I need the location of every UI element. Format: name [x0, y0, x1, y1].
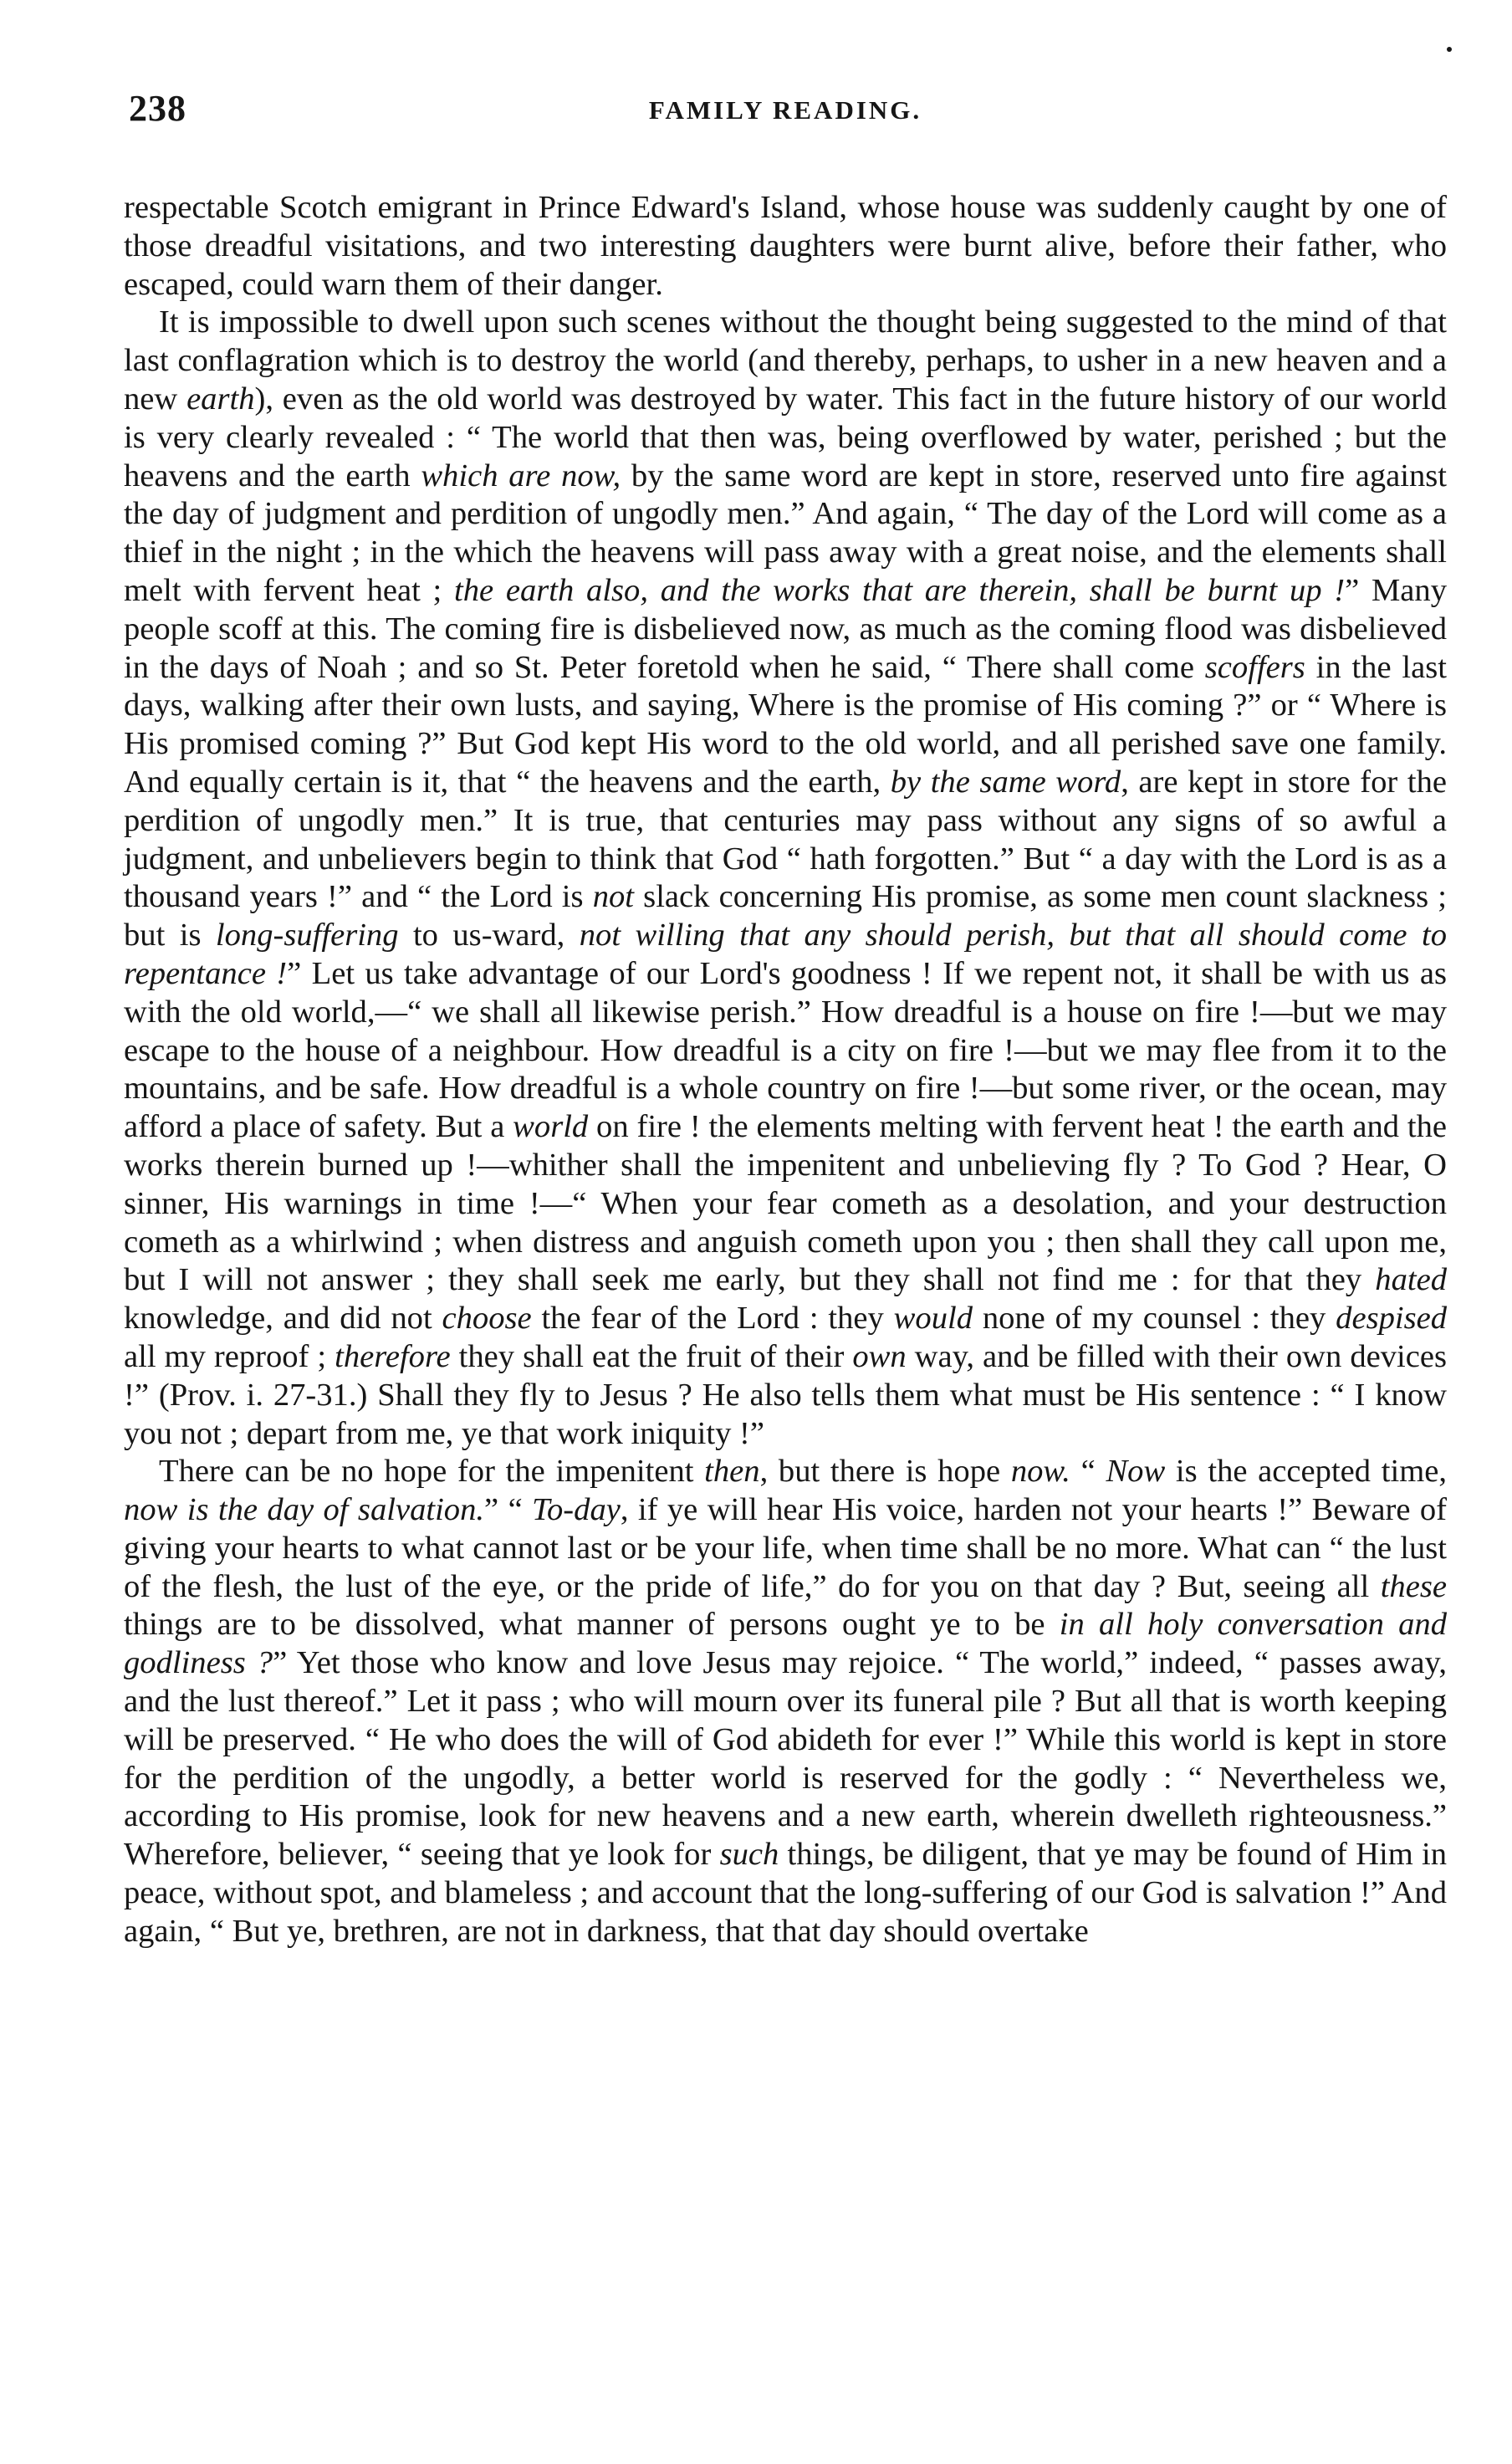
paragraph [124, 304, 1447, 1453]
text-run: knowledge, and did not [124, 1301, 442, 1337]
body-text [124, 189, 1447, 1951]
text-run: It is impossible to dwell upon such scenes without the thought being suggested to the mind of that last conflagration which is to destroy the world (and thereby, perhaps, to usher in a new heaven and a new [124, 304, 1447, 417]
text-run: , if ye will hear His voice, harden not your hearts !” Beware of giving your hearts to what cannot last or be your life, when time shall be no more. What can “ the lust of the flesh, the lust of the eye, or the pride of life,” do for you on that day ? But, seeing all [124, 1492, 1447, 1604]
italic-text-run: such [719, 1837, 779, 1873]
italic-text-run: despised [1336, 1301, 1448, 1337]
italic-text-run: scoffers [1204, 649, 1305, 685]
text-run: , are kept in store for the perdition of ungodly men.” It is true, that centuries may pass without any signs of so awful a judgment, and unbelievers begin to think that God “ hath forgotten.” But “ a day with the Lord is as a thousand years !” and “ the Lord is [124, 764, 1447, 915]
italic-text-run: not willing that any should perish, but that all should come to repentance ! [124, 918, 1447, 991]
italic-text-run: Now [1106, 1454, 1166, 1490]
text-run: by the same word are kept in store, reserved unto fire against the day of judgment and perdition of ungodly men.” And again, “ The day of the Lord will come as a thief in the night ; in the which the heavens will pass away with a great noise, and the elements shall melt with fervent heat ; [124, 458, 1448, 608]
italic-text-run: which are now, [421, 458, 621, 493]
text-run: way, and be filled with their own devices !” (Prov. i. 27-31.) Shall they fly to Jesus ? He also tells them what must be His sentence : “ I know you not ; depart from me, ye that work iniquity !” [124, 1338, 1447, 1451]
italic-text-run: now is the day of salvation. [124, 1492, 485, 1528]
italic-text-run: hated [1375, 1262, 1447, 1298]
italic-text-run: these [1380, 1568, 1447, 1604]
text-run: respectable Scotch emigrant in Prince Edward's Island, whose house was suddenly caught by one of those dreadful visitations, and two interesting daughters were burnt alive, before their father, who escaped, could warn them of their danger. [124, 190, 1447, 302]
text-run: things are to be dissolved, what manner of persons ought ye to be [124, 1607, 1060, 1643]
italic-text-run: own [852, 1338, 907, 1374]
text-run: none of my counsel : they [973, 1301, 1336, 1337]
paragraph [124, 1453, 1447, 1950]
italic-text-run: earth [186, 381, 255, 417]
text-run: slack concerning His promise, as some men count slackness ; but is [124, 879, 1448, 953]
italic-text-run: choose [442, 1301, 532, 1337]
italic-text-run: in all holy conversation and godliness ? [124, 1607, 1447, 1681]
text-run: the fear of the Lord : they [531, 1301, 894, 1337]
italic-text-run: then [704, 1454, 760, 1490]
page-header [124, 84, 1447, 144]
text-run: all my reproof ; [124, 1338, 335, 1374]
text-run: things, be diligent, that ye may be found of Him in peace, without spot, and blameless ; and account that the long-suffering of our God is salvation !” And again, “ But ye, brethren, are not in darkness, that that day should overtake [124, 1837, 1447, 1949]
text-run: to us-ward, [398, 918, 580, 953]
italic-text-run: not [592, 879, 635, 915]
text-run: ” “ [484, 1492, 533, 1528]
book-page [124, 84, 1447, 1951]
paragraph [124, 189, 1447, 304]
italic-text-run: the earth also, and the works that are therein, shall be burnt up ! [454, 572, 1346, 608]
corner-speck [1447, 47, 1452, 52]
italic-text-run: would [893, 1301, 973, 1337]
text-run: on fire ! the elements melting with fervent heat ! the earth and the works therein burned up !—whither shall the impenitent and unbelieving fly ? To God ? Hear, O sinner, His warnings in time !—“ When your fear cometh as a desolation, and your destruction cometh as a whirlwind ; when distress and anguish cometh upon you ; then shall they call upon me, but I will not answer ; they shall seek me early, but they shall not find me : for that they [124, 1109, 1447, 1298]
italic-text-run: world [513, 1109, 589, 1145]
italic-text-run: now. [1010, 1454, 1070, 1490]
text-run: There can be no hope for the impenitent [159, 1454, 705, 1490]
text-run: ), even as the old world was destroyed by water. This fact in the future history of our world is very clearly revealed : “ The world that then was, being overflowed by water, perished ; but the heavens and the earth [124, 381, 1447, 493]
text-run: ” Many people scoff at this. The coming fire is disbelieved now, as much as the coming flood was disbelieved in the days of Noah ; and so St. Peter foretold when he said, “ There shall come [124, 572, 1447, 685]
text-run: is the accepted time, [1165, 1454, 1447, 1490]
text-run: they shall eat the fruit of their [450, 1338, 853, 1374]
italic-text-run: To-day [532, 1492, 621, 1528]
text-run: ” Yet those who know and love Jesus may rejoice. “ The world,” indeed, “ passes away, and the lust thereof.” Let it pass ; who will mourn over its funeral pile ? But all that is worth keeping will be preserved. “ He who does the will of God abideth for ever !” While this world is kept in store for the perdition of the ungodly, a better world is reserved for the godly : “ Nevertheless we, according to His promise, look for new heavens and a new earth, wherein dwelleth righteousness.” Wherefore, believer, “ seeing that ye look for [124, 1645, 1447, 1873]
text-run: ” Let us take advantage of our Lord's goodness ! If we repent not, it shall be with us as with the old world,—“ we shall all likewise perish.” How dreadful is a house on fire !—but we may escape to the house of a neighbour. How dreadful is a city on fire !—but we may flee from it to the mountains, and be safe. How dreadful is a whole country on fire !—but some river, or the ocean, may afford a place of safety. But a [124, 955, 1447, 1145]
italic-text-run: by the same word [890, 764, 1121, 800]
text-run: in the last days, walking after their own lusts, and saying, Where is the promise of His coming ?” or “ Where is His promised coming ?” But God kept His word to the old world, and all perished save one family. And equally certain is it, that “ the heavens and the earth, [124, 649, 1447, 800]
text-run: , but there is hope [759, 1454, 1011, 1490]
italic-text-run: therefore [335, 1338, 451, 1374]
page-number: 238 [129, 88, 186, 129]
text-run: “ [1070, 1454, 1106, 1490]
running-head: FAMILY READING. [648, 95, 922, 125]
italic-text-run: long-suffering [215, 918, 399, 953]
